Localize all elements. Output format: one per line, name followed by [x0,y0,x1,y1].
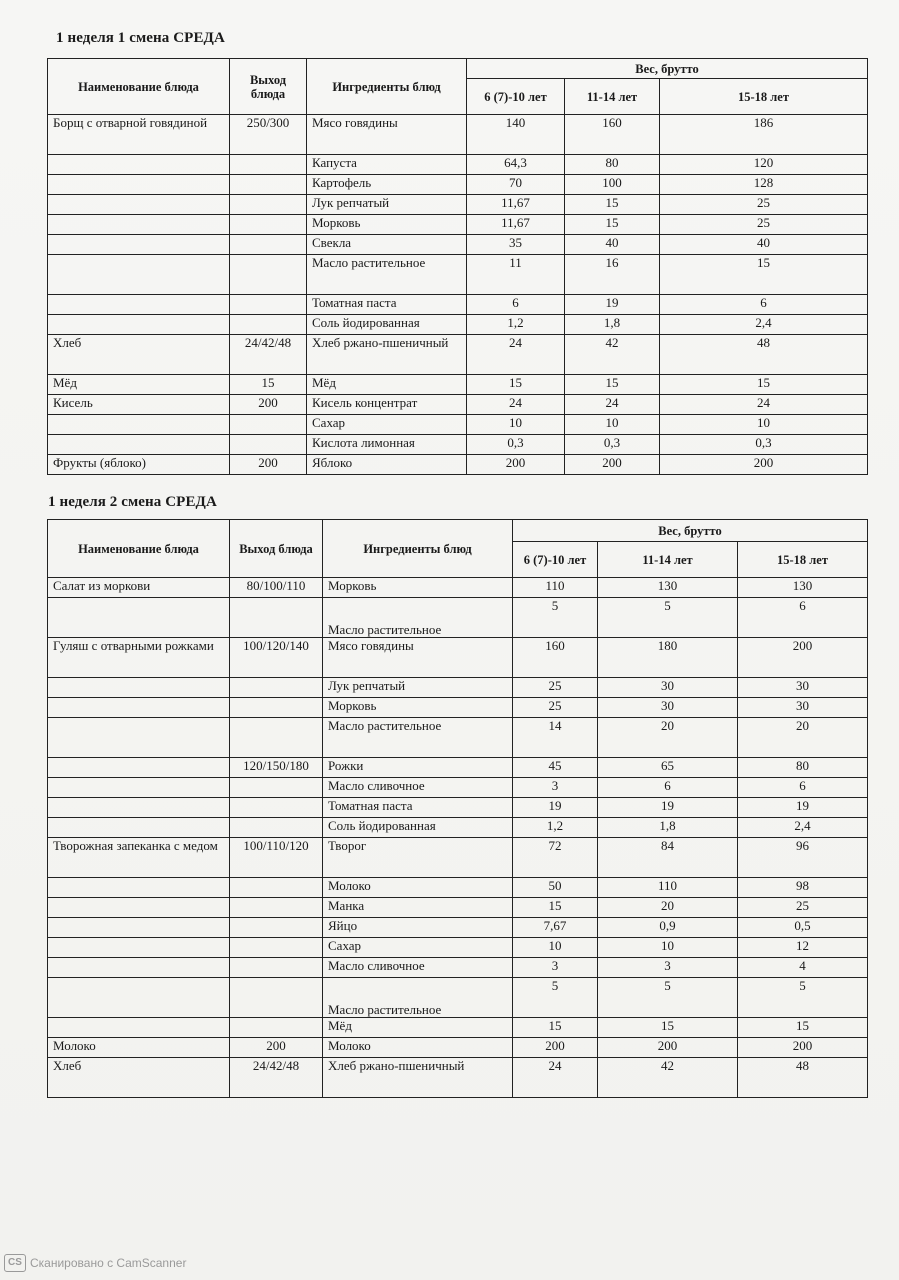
table-row [48,598,868,638]
cell-weight-6-10: 5 [513,598,598,638]
cell-weight-11-14: 42 [565,335,660,375]
cell-weight-6-10: 25 [513,698,598,718]
cell-weight-11-14: 15 [565,215,660,235]
cell-dish [48,918,230,938]
header-age-11-14: 11-14 лет [565,79,660,115]
cell-weight-15-18: 25 [738,898,868,918]
header-ingredients: Ингредиенты блюд [307,59,467,115]
cell-ingredient: Сахар [323,938,513,958]
cell-weight-6-10: 15 [513,898,598,918]
cell-output: 24/42/48 [230,335,307,375]
cell-weight-15-18: 98 [738,878,868,898]
cell-ingredient: Мясо говядины [307,115,467,155]
table-row [48,435,868,455]
cell-weight-15-18: 48 [738,1058,868,1098]
cell-dish [48,315,230,335]
cell-weight-11-14: 80 [565,155,660,175]
cell-weight-11-14: 5 [598,978,738,1018]
cell-weight-15-18: 0,3 [660,435,868,455]
cell-dish: Хлеб [48,1058,230,1098]
cell-weight-11-14: 0,9 [598,918,738,938]
cell-output [230,898,323,918]
table-row [48,778,868,798]
cell-ingredient: Масло растительное [323,978,513,1018]
cell-weight-6-10: 35 [467,235,565,255]
cell-dish [48,978,230,1018]
cell-weight-11-14: 65 [598,758,738,778]
table-row [48,1058,868,1098]
header-ingredients: Ингредиенты блюд [323,520,513,578]
cell-weight-6-10: 70 [467,175,565,195]
header-dish: Наименование блюда [48,520,230,578]
cell-output [230,415,307,435]
table-row [48,175,868,195]
table-1-body [48,115,868,475]
table-2-body [48,578,868,1098]
cell-weight-11-14: 160 [565,115,660,155]
menu-table-2 [47,519,868,1098]
table-row [48,698,868,718]
cell-weight-6-10: 64,3 [467,155,565,175]
cell-dish [48,898,230,918]
cell-dish: Фрукты (яблоко) [48,455,230,475]
table-row [48,758,868,778]
cell-weight-11-14: 110 [598,878,738,898]
cell-weight-11-14: 40 [565,235,660,255]
cell-weight-15-18: 186 [660,115,868,155]
cell-weight-15-18: 40 [660,235,868,255]
header-age-15-18: 15-18 лет [660,79,868,115]
cell-output [230,235,307,255]
cell-weight-6-10: 6 [467,295,565,315]
cell-weight-6-10: 24 [467,395,565,415]
cell-output: 120/150/180 [230,758,323,778]
cell-weight-11-14: 5 [598,598,738,638]
cell-ingredient: Творог [323,838,513,878]
cell-dish [48,678,230,698]
cell-weight-15-18: 6 [660,295,868,315]
cell-ingredient: Масло растительное [323,598,513,638]
table-row [48,938,868,958]
cell-output: 24/42/48 [230,1058,323,1098]
cell-output [230,878,323,898]
cell-dish [48,798,230,818]
table-row [48,978,868,1018]
cell-output [230,918,323,938]
cell-dish: Хлеб [48,335,230,375]
cell-ingredient: Мёд [307,375,467,395]
table-row [48,155,868,175]
cell-dish [48,235,230,255]
cell-output [230,718,323,758]
cell-ingredient: Соль йодированная [307,315,467,335]
table-row [48,958,868,978]
cell-weight-6-10: 0,3 [467,435,565,455]
cell-dish [48,215,230,235]
table-row [48,638,868,678]
cell-dish [48,958,230,978]
cell-dish [48,598,230,638]
table-row [48,295,868,315]
cell-weight-11-14: 200 [598,1038,738,1058]
cell-weight-6-10: 160 [513,638,598,678]
table-row [48,215,868,235]
header-output: Выход блюда [230,520,323,578]
section2-title: 1 неделя 2 смена СРЕДА [48,494,217,510]
cell-weight-6-10: 1,2 [467,315,565,335]
cell-weight-15-18: 120 [660,155,868,175]
cell-weight-11-14: 15 [598,1018,738,1038]
cell-output [230,798,323,818]
table-row [48,1038,868,1058]
cell-weight-6-10: 5 [513,978,598,1018]
cell-output: 15 [230,375,307,395]
cell-weight-11-14: 0,3 [565,435,660,455]
cell-ingredient: Молоко [323,1038,513,1058]
cell-output [230,978,323,1018]
cell-dish [48,295,230,315]
cell-dish [48,155,230,175]
cell-weight-11-14: 10 [565,415,660,435]
cell-weight-15-18: 0,5 [738,918,868,938]
cell-weight-11-14: 6 [598,778,738,798]
table-row [48,255,868,295]
cell-weight-6-10: 200 [513,1038,598,1058]
cell-output [230,1018,323,1038]
cell-ingredient: Масло растительное [307,255,467,295]
cell-weight-15-18: 10 [660,415,868,435]
cell-weight-11-14: 200 [565,455,660,475]
cell-ingredient: Капуста [307,155,467,175]
table-row [48,678,868,698]
header-output: Выход блюда [230,59,307,115]
table-row [48,818,868,838]
cell-weight-6-10: 7,67 [513,918,598,938]
cell-output [230,295,307,315]
cell-weight-15-18: 15 [660,375,868,395]
cell-dish [48,1018,230,1038]
cell-weight-15-18: 200 [738,638,868,678]
cell-weight-6-10: 15 [513,1018,598,1038]
cell-weight-11-14: 20 [598,718,738,758]
cell-ingredient: Масло растительное [323,718,513,758]
table-row [48,235,868,255]
menu-table-1 [47,58,868,475]
cell-output: 200 [230,395,307,415]
cell-ingredient: Мёд [323,1018,513,1038]
cell-weight-15-18: 25 [660,195,868,215]
cell-weight-6-10: 10 [513,938,598,958]
cell-weight-11-14: 15 [565,375,660,395]
cell-weight-6-10: 14 [513,718,598,758]
cell-weight-15-18: 6 [738,778,868,798]
cell-ingredient: Кислота лимонная [307,435,467,455]
header-age-6-10: 6 (7)-10 лет [513,542,598,578]
table-row [48,898,868,918]
cell-dish: Салат из моркови [48,578,230,598]
camscanner-logo-icon: CS [4,1254,26,1272]
table-row [48,798,868,818]
cell-weight-11-14: 15 [565,195,660,215]
cell-dish [48,175,230,195]
cell-ingredient: Масло сливочное [323,778,513,798]
cell-dish [48,878,230,898]
cell-weight-15-18: 6 [738,598,868,638]
cell-weight-6-10: 24 [467,335,565,375]
cell-weight-6-10: 3 [513,958,598,978]
cell-output [230,938,323,958]
cell-dish [48,435,230,455]
cell-weight-11-14: 24 [565,395,660,415]
cell-dish [48,818,230,838]
cell-weight-6-10: 11,67 [467,195,565,215]
cell-output: 200 [230,455,307,475]
cell-dish: Молоко [48,1038,230,1058]
table-row [48,115,868,155]
cell-weight-15-18: 15 [660,255,868,295]
header-age-11-14: 11-14 лет [598,542,738,578]
cell-weight-11-14: 30 [598,698,738,718]
header-dish: Наименование блюда [48,59,230,115]
cell-ingredient: Морковь [323,698,513,718]
cell-output [230,598,323,638]
cell-output: 250/300 [230,115,307,155]
cell-weight-11-14: 1,8 [565,315,660,335]
cell-weight-11-14: 30 [598,678,738,698]
cell-weight-6-10: 200 [467,455,565,475]
cell-weight-11-14: 84 [598,838,738,878]
cell-weight-6-10: 50 [513,878,598,898]
cell-weight-6-10: 10 [467,415,565,435]
cell-ingredient: Свекла [307,235,467,255]
table-row [48,395,868,415]
cell-weight-15-18: 20 [738,718,868,758]
cell-weight-15-18: 4 [738,958,868,978]
cell-weight-15-18: 48 [660,335,868,375]
cell-weight-15-18: 96 [738,838,868,878]
cell-weight-15-18: 19 [738,798,868,818]
cell-weight-6-10: 11 [467,255,565,295]
table-row [48,315,868,335]
cell-weight-15-18: 15 [738,1018,868,1038]
cell-output [230,255,307,295]
cell-output [230,215,307,235]
section1-title: 1 неделя 1 смена СРЕДА [56,30,225,46]
cell-output: 100/120/140 [230,638,323,678]
cell-weight-6-10: 45 [513,758,598,778]
cell-output [230,698,323,718]
cell-dish [48,778,230,798]
cell-output: 80/100/110 [230,578,323,598]
cell-weight-15-18: 80 [738,758,868,778]
cell-output: 100/110/120 [230,838,323,878]
cell-output [230,315,307,335]
cell-dish [48,718,230,758]
cell-dish: Гуляш с отварными рожками [48,638,230,678]
cell-ingredient: Лук репчатый [307,195,467,215]
cell-weight-6-10: 24 [513,1058,598,1098]
header-age-6-10: 6 (7)-10 лет [467,79,565,115]
table-row [48,335,868,375]
cell-weight-6-10: 19 [513,798,598,818]
cell-output [230,435,307,455]
cell-ingredient: Яйцо [323,918,513,938]
table-row [48,195,868,215]
cell-weight-15-18: 30 [738,678,868,698]
cell-output [230,778,323,798]
cell-output [230,958,323,978]
header-age-15-18: 15-18 лет [738,542,868,578]
cell-weight-11-14: 19 [565,295,660,315]
cell-ingredient: Томатная паста [323,798,513,818]
cell-weight-15-18: 200 [660,455,868,475]
table-row [48,578,868,598]
cell-weight-15-18: 130 [738,578,868,598]
cell-ingredient: Соль йодированная [323,818,513,838]
cell-ingredient: Яблоко [307,455,467,475]
cell-ingredient: Хлеб ржано-пшеничный [323,1058,513,1098]
cell-dish [48,698,230,718]
table-row [48,1018,868,1038]
cell-weight-15-18: 24 [660,395,868,415]
cell-dish [48,255,230,295]
header-weight: Вес, брутто [513,520,868,542]
cell-ingredient: Сахар [307,415,467,435]
cell-weight-11-14: 10 [598,938,738,958]
table-row [48,455,868,475]
cell-output [230,818,323,838]
cell-weight-11-14: 16 [565,255,660,295]
cell-weight-11-14: 3 [598,958,738,978]
cell-weight-15-18: 30 [738,698,868,718]
cell-weight-11-14: 130 [598,578,738,598]
cell-weight-15-18: 200 [738,1038,868,1058]
cell-weight-11-14: 180 [598,638,738,678]
table-row [48,718,868,758]
cell-weight-6-10: 72 [513,838,598,878]
table-row [48,918,868,938]
cell-weight-6-10: 15 [467,375,565,395]
cell-ingredient: Лук репчатый [323,678,513,698]
cell-ingredient: Морковь [307,215,467,235]
cell-dish [48,415,230,435]
cell-output [230,155,307,175]
cell-output: 200 [230,1038,323,1058]
cell-dish: Мёд [48,375,230,395]
cell-weight-6-10: 3 [513,778,598,798]
cell-weight-15-18: 2,4 [660,315,868,335]
cell-dish [48,938,230,958]
cell-weight-6-10: 140 [467,115,565,155]
cell-dish [48,195,230,215]
cell-weight-6-10: 11,67 [467,215,565,235]
cell-ingredient: Картофель [307,175,467,195]
cell-dish: Творожная запеканка с медом [48,838,230,878]
table-row [48,415,868,435]
cell-ingredient: Рожки [323,758,513,778]
cell-weight-6-10: 110 [513,578,598,598]
cell-dish: Кисель [48,395,230,415]
cell-ingredient: Морковь [323,578,513,598]
cell-dish: Борщ с отварной говядиной [48,115,230,155]
cell-weight-11-14: 42 [598,1058,738,1098]
cell-ingredient: Мясо говядины [323,638,513,678]
cell-weight-15-18: 2,4 [738,818,868,838]
cell-ingredient: Хлеб ржано-пшеничный [307,335,467,375]
cell-weight-6-10: 25 [513,678,598,698]
watermark-text: Сканировано с CamScanner [30,1256,187,1270]
table-row [48,878,868,898]
table-row [48,375,868,395]
cell-weight-11-14: 1,8 [598,818,738,838]
cell-weight-11-14: 20 [598,898,738,918]
cell-dish [48,758,230,778]
cell-weight-15-18: 25 [660,215,868,235]
cell-weight-11-14: 100 [565,175,660,195]
camscanner-watermark [4,1254,186,1272]
cell-ingredient: Томатная паста [307,295,467,315]
cell-weight-15-18: 12 [738,938,868,958]
cell-output [230,195,307,215]
cell-weight-15-18: 128 [660,175,868,195]
cell-weight-11-14: 19 [598,798,738,818]
cell-output [230,678,323,698]
header-weight: Вес, брутто [467,59,868,79]
table-row [48,838,868,878]
cell-weight-6-10: 1,2 [513,818,598,838]
cell-weight-15-18: 5 [738,978,868,1018]
cell-ingredient: Кисель концентрат [307,395,467,415]
cell-ingredient: Манка [323,898,513,918]
cell-output [230,175,307,195]
cell-ingredient: Молоко [323,878,513,898]
cell-ingredient: Масло сливочное [323,958,513,978]
